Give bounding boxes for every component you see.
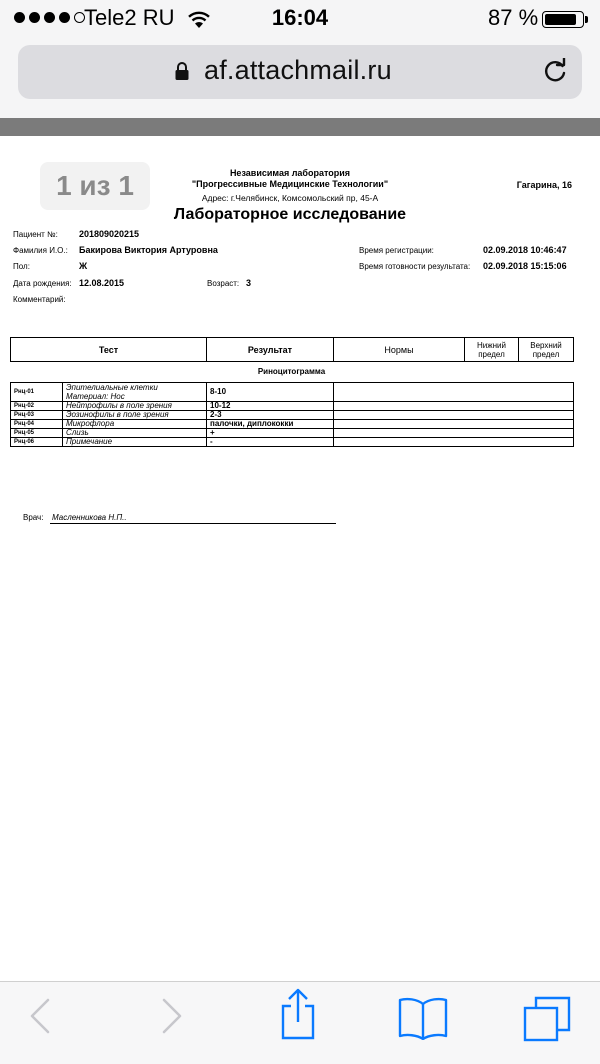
doctor-label: Врач:	[23, 513, 44, 522]
browser-chrome	[0, 0, 600, 118]
test-norm	[334, 402, 574, 411]
test-name: Эозинофилы в поле зрения	[63, 411, 207, 420]
test-norm	[334, 411, 574, 420]
sex-value: Ж	[79, 261, 88, 271]
ready-time-label: Время готовности результата:	[359, 262, 471, 271]
patient-name-label: Фамилия И.О.:	[13, 246, 68, 255]
patient-number-label: Пациент №:	[13, 230, 58, 239]
share-icon[interactable]	[278, 988, 318, 1040]
test-name: Микрофлора	[63, 420, 207, 429]
reg-time-value: 02.09.2018 10:46:47	[483, 245, 567, 255]
ready-time-value: 02.09.2018 15:15:06	[483, 261, 567, 271]
bookmarks-icon[interactable]	[398, 996, 448, 1040]
test-code: Рнц-06	[11, 438, 63, 447]
header-upper-limit: Верхний предел	[519, 338, 574, 362]
reg-time-label: Время регистрации:	[359, 246, 434, 255]
header-lower-limit: Нижний предел	[465, 338, 519, 362]
status-bar	[0, 0, 600, 36]
address-bar[interactable]	[18, 45, 582, 99]
battery-percent: 87 %	[488, 5, 539, 30]
test-result: 2-3	[207, 411, 334, 420]
test-result: палочки, диплококки	[207, 420, 334, 429]
tabs-icon[interactable]	[523, 996, 571, 1042]
test-code: Рнц-02	[11, 402, 63, 411]
url-text[interactable]: af.attachmail.ru	[204, 55, 392, 85]
table-row	[11, 438, 574, 447]
lab-name-line2: "Прогрессивные Медицинские Технологии"	[191, 179, 389, 189]
section-title: Риноцитограмма	[257, 367, 326, 376]
lab-address: Адрес: г.Челябинск, Комсомольский пр, 45-А	[201, 193, 379, 203]
test-result: 10-12	[207, 402, 334, 411]
patient-number: 201809020215	[79, 229, 140, 239]
test-name: Примечание	[63, 438, 207, 447]
test-result: 8-10	[207, 383, 334, 402]
page-counter: 1 из 1	[40, 162, 150, 210]
patient-name: Бакирова Виктория Артуровна	[79, 245, 218, 255]
dob-label: Дата рождения:	[13, 279, 72, 288]
lab-name	[150, 168, 430, 190]
comment-label: Комментарий:	[13, 295, 66, 304]
battery-icon	[542, 11, 584, 28]
back-icon[interactable]	[28, 994, 54, 1038]
branch-address: Гагарина, 16	[516, 180, 572, 190]
test-result: +	[207, 429, 334, 438]
forward-icon[interactable]	[158, 994, 184, 1038]
doctor-name: Масленникова Н.П..	[52, 513, 127, 522]
table-row	[11, 383, 574, 402]
test-norm	[334, 429, 574, 438]
dob-value: 12.08.2015	[79, 278, 125, 288]
test-name: Нейтрофилы в поле зрения	[63, 402, 207, 411]
test-norm	[334, 438, 574, 447]
clock: 16:04	[271, 5, 329, 30]
document-title: Лабораторное исследование	[173, 206, 407, 223]
test-name: Эпителиальные клетки Материал: Нос	[63, 383, 207, 402]
lab-name-line1: Независимая лаборатория	[229, 168, 351, 178]
test-norm	[334, 383, 574, 402]
lock-icon	[174, 61, 190, 81]
age-value: 3	[246, 278, 252, 288]
test-code: Рнц-05	[11, 429, 63, 438]
battery-tip	[585, 16, 588, 23]
test-code: Рнц-03	[11, 411, 63, 420]
age-label: Возраст:	[207, 279, 240, 288]
browser-toolbar	[0, 981, 600, 1064]
reload-icon[interactable]	[542, 58, 568, 86]
header-result: Результат	[207, 338, 334, 362]
signature-line	[50, 523, 336, 524]
test-norm	[334, 420, 574, 429]
document-page	[0, 136, 600, 981]
table-row	[11, 420, 574, 429]
test-name: Слизь	[63, 429, 207, 438]
test-result: -	[207, 438, 334, 447]
sex-label: Пол:	[13, 262, 30, 271]
carrier-name: Tele2 RU	[84, 5, 175, 30]
header-norms: Нормы	[334, 338, 465, 362]
viewer-toolbar-strip	[0, 118, 600, 136]
battery-fill	[545, 14, 576, 25]
test-code: Рнц-01	[11, 383, 63, 402]
header-test: Тест	[11, 338, 207, 362]
results-header-table	[10, 337, 574, 362]
test-code: Рнц-04	[11, 420, 63, 429]
results-table	[10, 382, 574, 447]
